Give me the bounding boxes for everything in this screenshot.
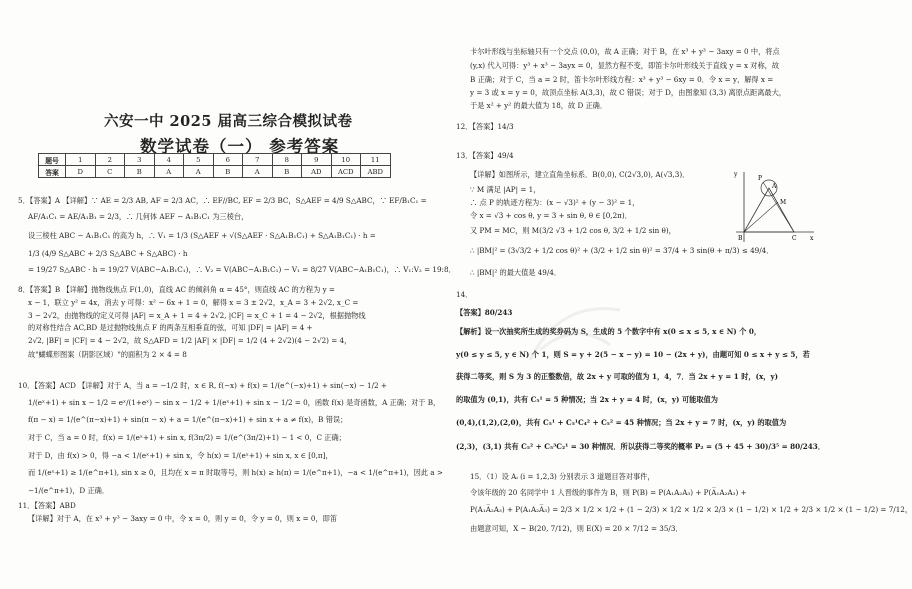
solution-line: 而 1/(eˣ+1) ≥ 1/(e^π+1), sin x ≥ 0，且均在 x = π 时取等号，则 h(x) ≥ h(π) = 1/(e^π+1)，−a < 1/(e^π+1)，因此 a > bbox=[28, 468, 443, 477]
solution-line: 由题意可知，X ~ B(20, 7/12)，则 E(X) = 20 × 7/12 = 35/3． bbox=[470, 524, 683, 533]
label-y: y bbox=[734, 171, 738, 178]
table-cell: 9 bbox=[302, 154, 332, 166]
solution-line: 1/(eˣ+1) + sin x − 1/2 = eˣ/(1+eˣ) − sin x − 1/2 + 1/(eˣ+1) + sin x − 1/2 = 0，函数 f(x) 是奇函数，A 正确；对于 B， bbox=[28, 398, 441, 407]
table-cell: ABD bbox=[361, 166, 391, 178]
label-m: M bbox=[780, 199, 787, 206]
table-cell: B bbox=[125, 166, 155, 178]
solution-line: 【详解】对于 A，在 x³ + y³ − 3axy = 0 中，令 x = 0，则 y = 0，令 y = 0，则 x = 0，即笛 bbox=[28, 514, 338, 523]
solution-line: f(π − x) = 1/(e^(π−x)+1) + sin(π − x) + a = 1/(e^(π−x)+1) + sin x + a ≠ f(x)，B 错误； bbox=[28, 415, 348, 424]
table-cell: 1 bbox=[66, 154, 96, 166]
segment-bm bbox=[744, 202, 778, 232]
solution-line: 3 − 2√2，由抛物线的定义可得 |AF| = x_A + 1 = 4 + 2√2, |CF| = x_C + 1 = 4 − 2√2，根据抛物线 bbox=[28, 311, 366, 320]
solution-line: 【解析】设一次抽奖所生成的奖券码为 S，生成的 5 个数字中有 x(0 ≤ x ≤ 5, x ∈ N) 个 0， bbox=[456, 327, 762, 336]
solution-line: AF/A₁C₁ = AE/A₁B₁ = 2/3，∴ 几何体 AEF − A₁B₁C₁ 为三棱台， bbox=[28, 212, 249, 221]
label-a: A bbox=[772, 183, 777, 190]
solution-line: P(A₁A̅₂A₃) + P(A₁A₂A̅₃) = 2/3 × 1/2 × 1/2 + (1 − 2/3) × 1/2 × 1/2 × 2/3 × (1 − 1/2) × 1/2 + 2/3 × 1/2 × (1 − 1/2) = 7/12， bbox=[470, 505, 912, 514]
answer-table-answer-row bbox=[39, 166, 391, 178]
table-cell: 3 bbox=[125, 154, 155, 166]
table-cell: A bbox=[184, 166, 214, 178]
solution-line: 5．【答案】A 【详解】∵ AE = 2/3 AB, AF = 2/3 AC，∴ EF//BC, EF = 2/3 BC，S△AEF = 4/9 S△ABC，∵ EF/B₁C₁ = bbox=[18, 196, 427, 205]
watermark-icon bbox=[520, 290, 630, 370]
solution-line: (2,3)，(3,1) 共有 C₅² + C₅³C₂¹ = 30 种情况．所以获得二等奖的概率 P₂ = (5 + 45 + 30)/3⁵ = 80/243． bbox=[456, 442, 825, 451]
solution-line: 令 x = √3 + cos θ, y = 3 + sin θ, θ ∈ [0,2π)． bbox=[470, 211, 632, 220]
solution-line: (y,x) 代入可得：y³ + x³ − 3ayx = 0，显然方程不变，即笛卡尔叶形线关于直线 y = x 对称，故 bbox=[470, 61, 780, 70]
solution-line: 的对称性结合 AC,BD 是过抛物线焦点 F 的两条互相垂直的弦，可知 |DF| = |AF| = 4 + bbox=[28, 323, 313, 332]
solution-line: ∴ 点 P 的轨迹方程为：(x − √3)² + (y − 3)² = 1， bbox=[470, 198, 640, 207]
solution-line: y = 3 或 x = y = 0，故顶点坐标 A(3,3)，故 C 错误；对于 D，由图象知 (3,3) 离原点距离最大， bbox=[470, 88, 786, 97]
table-cell: ACD bbox=[331, 166, 361, 178]
solution-line: 12．【答案】14/3 bbox=[456, 122, 514, 131]
table-header-number: 题号 bbox=[39, 154, 66, 166]
page-subtitle: 数学试卷（一） 参考答案 bbox=[140, 137, 340, 156]
solution-line: 令该年级的 20 名同学中 1 人晋级的事件为 B，则 P(B) = P(A₁A₂A₃) + P(A̅₁A₂A₃) + bbox=[470, 488, 747, 497]
solution-line: 13．【答案】49/4 bbox=[456, 151, 514, 160]
table-cell: C bbox=[95, 166, 125, 178]
table-cell: 10 bbox=[331, 154, 361, 166]
solution-line: 14． bbox=[456, 290, 473, 299]
answer-table-number-row bbox=[39, 154, 391, 166]
table-cell: AD bbox=[302, 166, 332, 178]
table-cell: 11 bbox=[361, 154, 391, 166]
geometry-figure bbox=[730, 168, 816, 244]
page-title: 六安一中 2025 届高三综合模拟试卷 bbox=[104, 113, 353, 130]
solution-line: 【答案】80/243 bbox=[456, 308, 513, 317]
solution-line: 2√2, |BF| = |CF| = 4 − 2√2，故 S△AFD = 1/2 |AF| × |DF| = 1/2 (4 + 2√2)(4 − 2√2) = 4， bbox=[28, 336, 352, 345]
solution-line: B 正确；对于 C，当 a = 2 时，笛卡尔叶形线方程：x³ + y³ − 6xy = 0．令 x = y，解得 x = bbox=[470, 75, 774, 84]
solution-line: 故"蝴蝶形图案（阴影区域）"的面积为 2 × 4 = 8 bbox=[28, 350, 187, 359]
table-cell: 8 bbox=[272, 154, 302, 166]
table-cell: A bbox=[154, 166, 184, 178]
label-x: x bbox=[810, 235, 814, 242]
solution-line: 15．（1）设 Aᵢ (i = 1,2,3) 分别表示 3 道题目答对事件， bbox=[470, 472, 655, 481]
solution-line: 的取值为 (0,1)，共有 C₅¹ = 5 种情况；当 2x + y = 4 时，(x，y) 可能取值为 bbox=[456, 395, 718, 404]
solution-line: 对于 C，当 a = 0 时，f(x) = 1/(eˣ+1) + sin x, f(3π/2) = 1/(e^(3π/2)+1) − 1 < 0，C 正确； bbox=[28, 433, 346, 442]
table-cell: B bbox=[272, 166, 302, 178]
table-cell: 7 bbox=[243, 154, 273, 166]
label-p: P bbox=[758, 175, 763, 182]
table-header-answer: 答案 bbox=[39, 166, 66, 178]
solution-line: = 19/27 S△ABC · h = 19/27 V(ABC−A₁B₁C₁)，∴ V₂ = V(ABC−A₁B₁C₁) − V₁ = 8/27 V(ABC−A₁B₁C₁)，∴ V₁:V₂ = 19:8． bbox=[28, 265, 456, 274]
solution-line: ∴ |BM|² = (3√3/2 + 1/2 cos θ)² + (3/2 + 1/2 sin θ)² = 37/4 + 3 sin(θ + π/3) ≤ 49/4． bbox=[470, 246, 774, 255]
solution-line: 于是 x² + y² 的最大值为 18，故 D 正确． bbox=[470, 101, 608, 110]
table-cell: 4 bbox=[154, 154, 184, 166]
segment-pc bbox=[763, 182, 794, 232]
solution-line: −1/(e^π+1)，D 正确． bbox=[28, 486, 110, 495]
solution-line: 获得二等奖，则 S 为 3 的正整数倍，故 2x + y 可取的值为 1，4，7．当 2x + y = 1 时，(x，y) bbox=[456, 372, 779, 381]
solution-line: 【详解】如图所示，建立直角坐标系．B(0,0), C(2√3,0), A(√3,3)． bbox=[470, 170, 690, 179]
table-cell: A bbox=[243, 166, 273, 178]
table-cell: D bbox=[66, 166, 96, 178]
solution-line: y(0 ≤ y ≤ 5, y ∈ N) 个 1，则 S = y + 2(5 − x − y) = 10 − (2x + y)，由题可知 0 ≤ x + y ≤ 5，若 bbox=[456, 350, 810, 359]
table-cell: 5 bbox=[184, 154, 214, 166]
answer-table bbox=[38, 153, 391, 178]
solution-line: 又 PM = MC，则 M(3/2 √3 + 1/2 cos θ, 3/2 + 1/2 sin θ)， bbox=[470, 226, 676, 235]
solution-line: 8．【答案】B 【详解】抛物线焦点 F(1,0)，直线 AC 的倾斜角 α = 45°，则直线 AC 的方程为 y = bbox=[18, 285, 335, 294]
solution-line: ∵ M 满足 |AP| = 1， bbox=[470, 185, 541, 194]
label-b: B bbox=[738, 235, 743, 242]
solution-line: x − 1，联立 y² = 4x，消去 y 可得：x² − 6x + 1 = 0，解得 x = 3 ± 2√2，x_A = 3 + 2√2, x_C = bbox=[28, 298, 359, 307]
solution-line: 卡尔叶形线与坐标轴只有一个交点 (0,0)，故 A 正确；对于 B，在 x³ + y³ − 3axy = 0 中，将点 bbox=[470, 47, 780, 56]
solution-line: 设三棱柱 ABC − A₁B₁C₁ 的高为 h，∴ V₁ = 1/3 (S△AEF + √(S△AEF · S△A₁B₁C₁) + S△A₁B₁C₁) · h = bbox=[28, 231, 376, 240]
label-c: C bbox=[792, 235, 797, 242]
solution-line: ∴ |BM|² 的最大值是 49/4． bbox=[470, 268, 562, 277]
solution-line: 11．【答案】ABD bbox=[18, 501, 76, 510]
table-cell: 6 bbox=[213, 154, 243, 166]
table-cell: 2 bbox=[95, 154, 125, 166]
solution-line: 1/3 (4/9 S△ABC + 2/3 S△ABC + S△ABC) · h bbox=[28, 249, 188, 258]
solution-line: 对于 D，由 f(x) > 0，得 −a < 1/(eˣ+1) + sin x，令 h(x) = 1/(eˣ+1) + sin x, x ∈ [0,π]， bbox=[28, 451, 333, 460]
solution-line: (0,4),(1,2),(2,0)，共有 C₅¹ + C₅¹C₄² + C₅² = 45 种情况；当 2x + y = 7 时，(x，y) 的取值为 bbox=[456, 418, 787, 427]
solution-line: 10．【答案】ACD 【详解】对于 A，当 a = −1/2 时，x ∈ R, f(−x) + f(x) = 1/(e^(−x)+1) + sin(−x) − 1/2 + bbox=[18, 381, 387, 390]
table-cell: B bbox=[213, 166, 243, 178]
